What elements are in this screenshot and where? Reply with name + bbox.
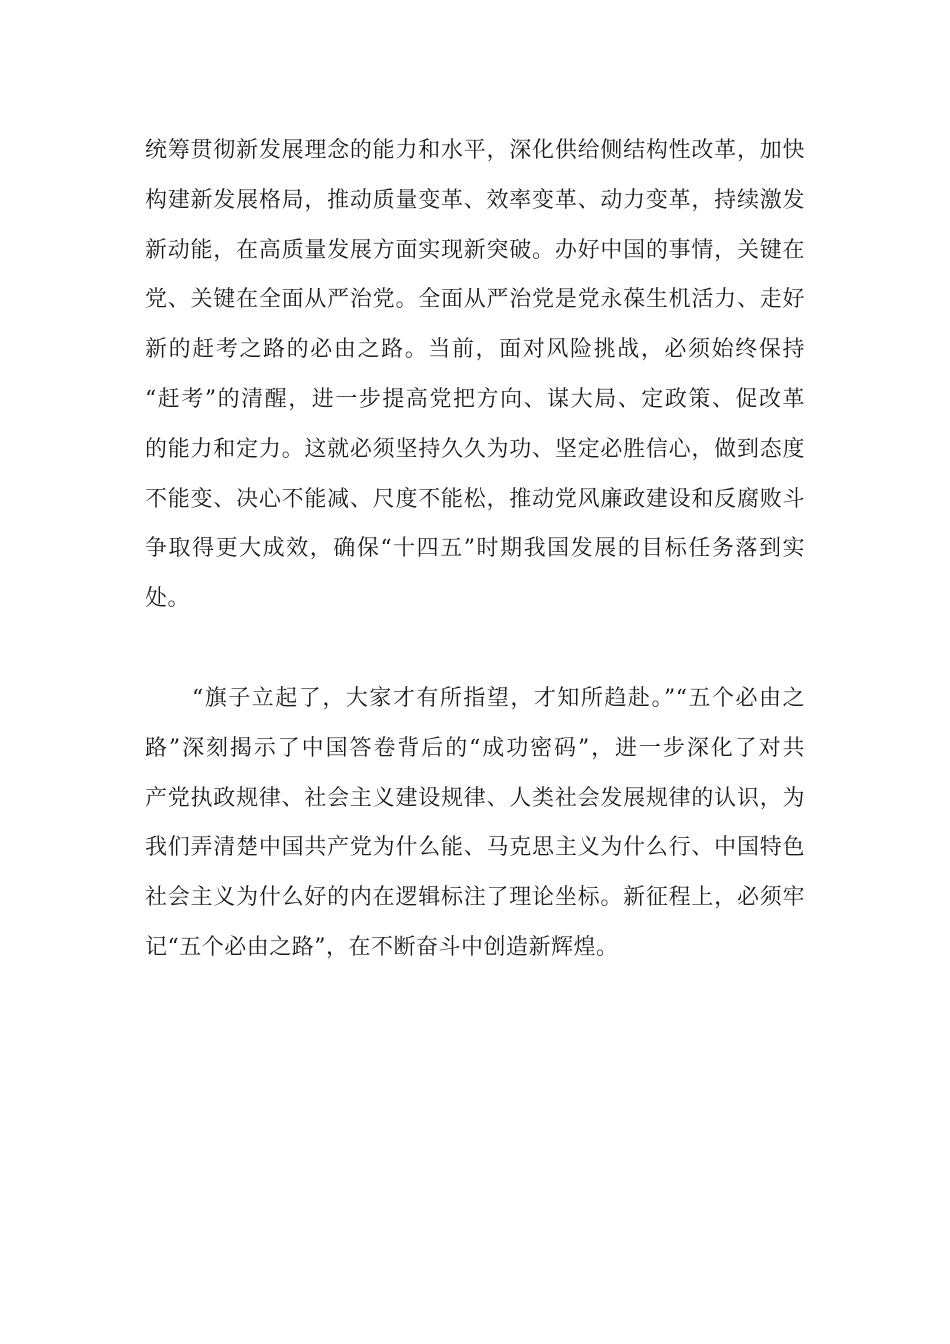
paragraph-line: 构建新发展格局，推动质量变革、效率变革、动力变革，持续激发 <box>145 187 805 213</box>
paragraph-1 <box>145 126 805 624</box>
paragraph-line: 党、关键在全面从严治党。全面从严治党是党永葆生机活力、走好 <box>145 287 805 313</box>
paragraph-line: 不能变、决心不能减、尺度不能松，推动党风廉政建设和反腐败斗 <box>145 486 805 512</box>
paragraph-line: 社会主义为什么好的内在逻辑标注了理论坐标。新征程上，必须牢 <box>145 885 805 911</box>
paragraph-line: 的能力和定力。这就必须坚持久久为功、坚定必胜信心，做到态度 <box>145 436 805 462</box>
paragraph-line: 新动能，在高质量发展方面实现新突破。办好中国的事情，关键在 <box>145 237 805 263</box>
paragraph-line: 记“五个必由之路”，在不断奋斗中创造新辉煌。 <box>145 934 619 960</box>
paragraph-line: “赶考”的清醒，进一步提高党把方向、谋大局、定政策、促改革 <box>145 386 805 412</box>
paragraph-line: 处。 <box>145 586 191 612</box>
paragraph-line: 我们弄清楚中国共产党为什么能、马克思主义为什么行、中国特色 <box>145 835 805 861</box>
paragraph-line: 统筹贯彻新发展理念的能力和水平，深化供给侧结构性改革，加快 <box>145 138 805 163</box>
paragraph-2 <box>145 674 805 973</box>
paragraph-line: 路”深刻揭示了中国答卷背后的“成功密码”，进一步深化了对共 <box>145 735 805 761</box>
paragraph-line: 争取得更大成效，确保“十四五”时期我国发展的目标任务落到实 <box>145 536 805 562</box>
paragraph-line: “旗子立起了，大家才有所指望，才知所趋赴。”“五个必由之 <box>145 686 805 711</box>
paragraph-line: 新的赶考之路的必由之路。当前，面对风险挑战，必须始终保持 <box>145 337 805 363</box>
paragraph-line: 产党执政规律、社会主义建设规律、人类社会发展规律的认识，为 <box>145 785 805 811</box>
